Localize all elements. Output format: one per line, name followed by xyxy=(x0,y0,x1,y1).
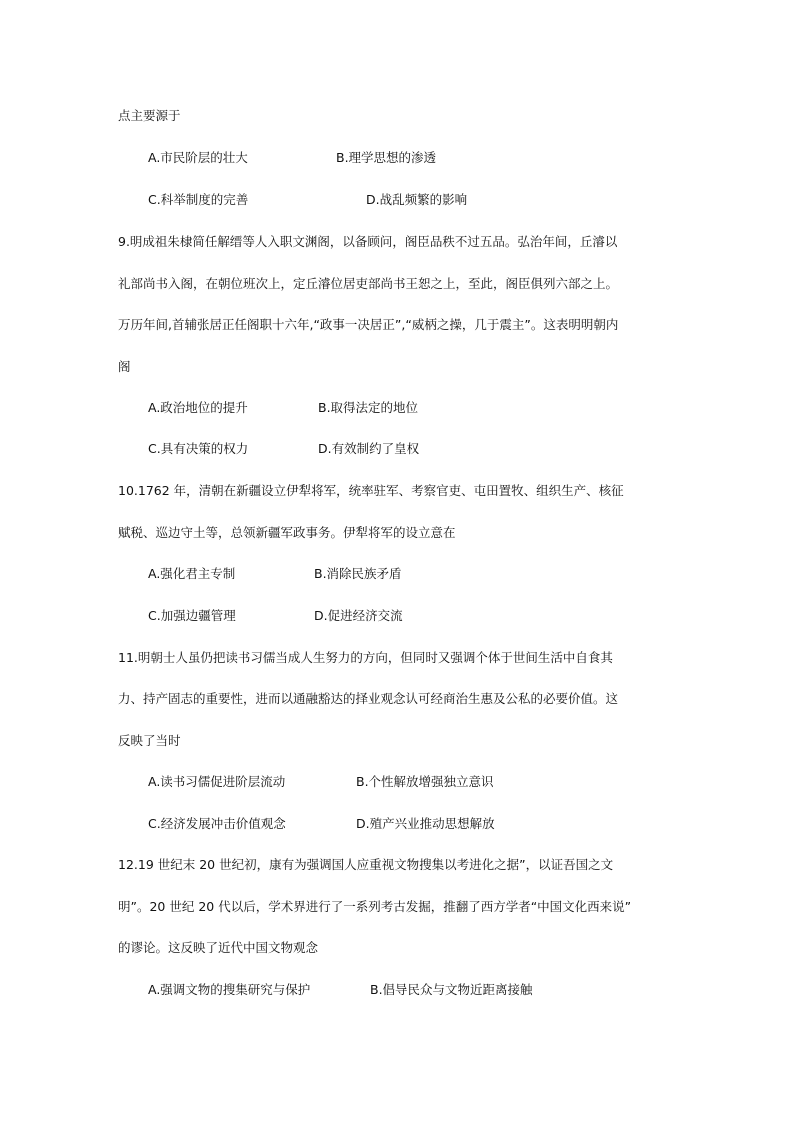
q9-stem-line-2: 礼部尚书入阁，在朝位班次上，定丘濬位居吏部尚书王恕之上，至此，阁臣俱列六部之上。 xyxy=(118,276,619,291)
q8-option-c: C.科举制度的完善 xyxy=(148,192,249,207)
q10-stem-line-2: 赋税、巡边守土等，总领新疆军政事务。伊犁将军的设立意在 xyxy=(118,525,456,540)
q11-option-b: B.个性解放增强独立意识 xyxy=(356,774,494,789)
q8-option-b: B.理学思想的渗透 xyxy=(336,150,437,165)
q9-option-c: C.具有决策的权力 xyxy=(148,441,249,456)
q12-option-b: B.倡导民众与文物近距离接触 xyxy=(370,982,533,997)
q10-option-a: A.强化君主专制 xyxy=(148,566,236,581)
q11-option-d: D.殖产兴业推动思想解放 xyxy=(356,816,495,831)
q10-option-d: D.促进经济交流 xyxy=(314,608,403,623)
q12-stem-line-2: 明”。20 世纪 20 代以后，学术界进行了一系列考古发掘，推翻了西方学者“中国文化西来说” xyxy=(118,899,632,914)
q10-option-b: B.消除民族矛盾 xyxy=(314,566,402,581)
q9-option-b: B.取得法定的地位 xyxy=(318,400,419,415)
q11-option-a: A.读书习儒促进阶层流动 xyxy=(148,774,286,789)
q8-option-d: D.战乱频繁的影响 xyxy=(366,192,468,207)
q12-option-a: A.强调文物的搜集研究与保护 xyxy=(148,982,311,997)
q11-stem-line-1: 11.明朝士人虽仍把读书习儒当成人生努力的方向，但同时又强调个体于世间生活中自食其 xyxy=(118,650,613,665)
q9-option-d: D.有效制约了皇权 xyxy=(318,441,420,456)
q11-stem-line-2: 力、持产固志的重要性，进而以通融豁达的择业观念认可经商治生惠及公私的必要价值。这 xyxy=(118,691,619,706)
q11-option-c: C.经济发展冲击价值观念 xyxy=(148,816,286,831)
q12-stem-line-1: 12.19 世纪末 20 世纪初，康有为强调国人应重视文物搜集以考进化之据”，以证吾国之文 xyxy=(118,857,614,872)
q9-stem-line-3: 万历年间,首辅张居正任阁职十六年,“政事一决居正”,“威柄之操，几于震主”。这表明明朝内 xyxy=(118,317,619,332)
q8-stem-tail: 点主要源于 xyxy=(118,108,181,123)
q9-stem-line-4: 阁 xyxy=(118,359,131,374)
q8-option-a: A.市民阶层的壮大 xyxy=(148,150,248,165)
q9-option-a: A.政治地位的提升 xyxy=(148,400,248,415)
q11-stem-line-3: 反映了当时 xyxy=(118,733,181,748)
q10-stem-line-1: 10.1762 年，清朝在新疆设立伊犁将军，统率驻军、考察官吏、屯田置牧、组织生产、核征 xyxy=(118,483,624,498)
q9-stem-line-1: 9.明成祖朱棣简任解缙等人入职文渊阁，以备顾问，阁臣品秩不过五品。弘治年间，丘濬以 xyxy=(118,234,618,249)
q10-option-c: C.加强边疆管理 xyxy=(148,608,236,623)
q12-stem-line-3: 的谬论。这反映了近代中国文物观念 xyxy=(118,940,319,955)
